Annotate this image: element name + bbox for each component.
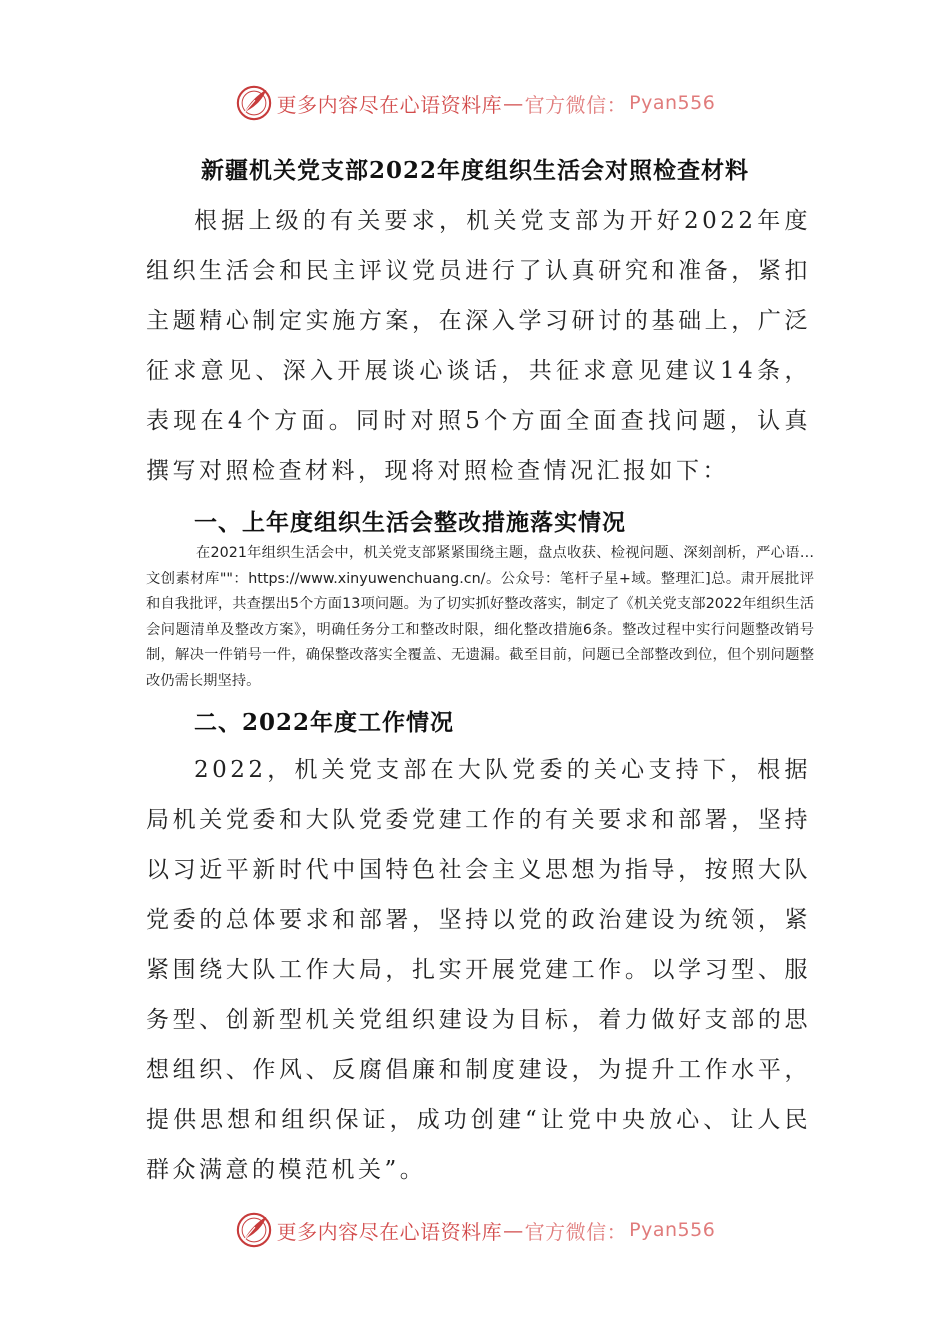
section-2-heading: 二、2022年度工作情况 [194, 709, 455, 736]
watermark-separator: — [503, 91, 524, 115]
watermark-main-text: 更多内容尽在心语资料库 [276, 1219, 503, 1244]
intro-paragraph: 根据上级的有关要求，机关党支部为开好2022年度组织生活会和民主评议党员进行了认真研究和准备，紧扣主题精心制定实施方案，在深入学习研讨的基础上，广泛征求意见、深入开展谈心谈话，共征求意见建议14条，表现在4个方面。同时对照5个方面全面查找问题，认真撰写对照检查材料，现将对照检查情况汇报如下： [146, 208, 811, 484]
watermark-wechat-label: 官方微信： [524, 1219, 628, 1244]
quill-logo-icon [235, 1211, 273, 1249]
watermark-banner-top [0, 83, 950, 123]
section-1-body: 在2021年组织生活会中，机关党支部紧紧围绕主题，盘点收获、检视问题、深刻剖析，严心语…文创素材库""：https://www.xinyuwenchuang.cn/。公众号：笔杆子星+域。整理汇]总。肃开展批评和自我批评，共查摆出5个方面13项问题。为了切实抓好整改落实，制定了《机关党支部2022年组织生活会问题清单及整改方案》，明确任务分工和整改时限，细化整改措施6条。整改过程中实行问题整改销号制，解决一件销号一件，确保整改落实全覆盖、无遗漏。截至目前，问题已全部整改到位，但个别问题整改仍需长期坚持。 [146, 545, 814, 689]
watermark-separator: — [503, 1218, 524, 1242]
section-2-body: 2022，机关党支部在大队党委的关心支持下，根据局机关党委和大队党委党建工作的有关要求和部署，坚持以习近平新时代中国特色社会主义思想为指导，按照大队党委的总体要求和部署，坚持以党的政治建设为统领，紧紧围绕大队工作大局，扎实开展党建工作。以学习型、服务型、创新型机关党组织建设为目标，着力做好支部的思想组织、作风、反腐倡廉和制度建设，为提升工作水平，提供思想和组织保证，成功创建“让党中央放心、让人民群众满意的模范机关”。 [146, 757, 811, 1183]
section-1-heading: 一、上年度组织生活会整改措施落实情况 [194, 509, 626, 536]
watermark-banner-bottom [0, 1210, 950, 1250]
watermark-main-text: 更多内容尽在心语资料库 [276, 92, 503, 117]
watermark-wechat-label: 官方微信： [524, 92, 628, 117]
quill-logo-icon [235, 84, 273, 122]
watermark-wechat-id: Pyan556 [629, 92, 716, 114]
watermark-wechat-id: Pyan556 [629, 1219, 716, 1241]
document-title: 新疆机关党支部2022年度组织生活会对照检查材料 [200, 157, 749, 184]
